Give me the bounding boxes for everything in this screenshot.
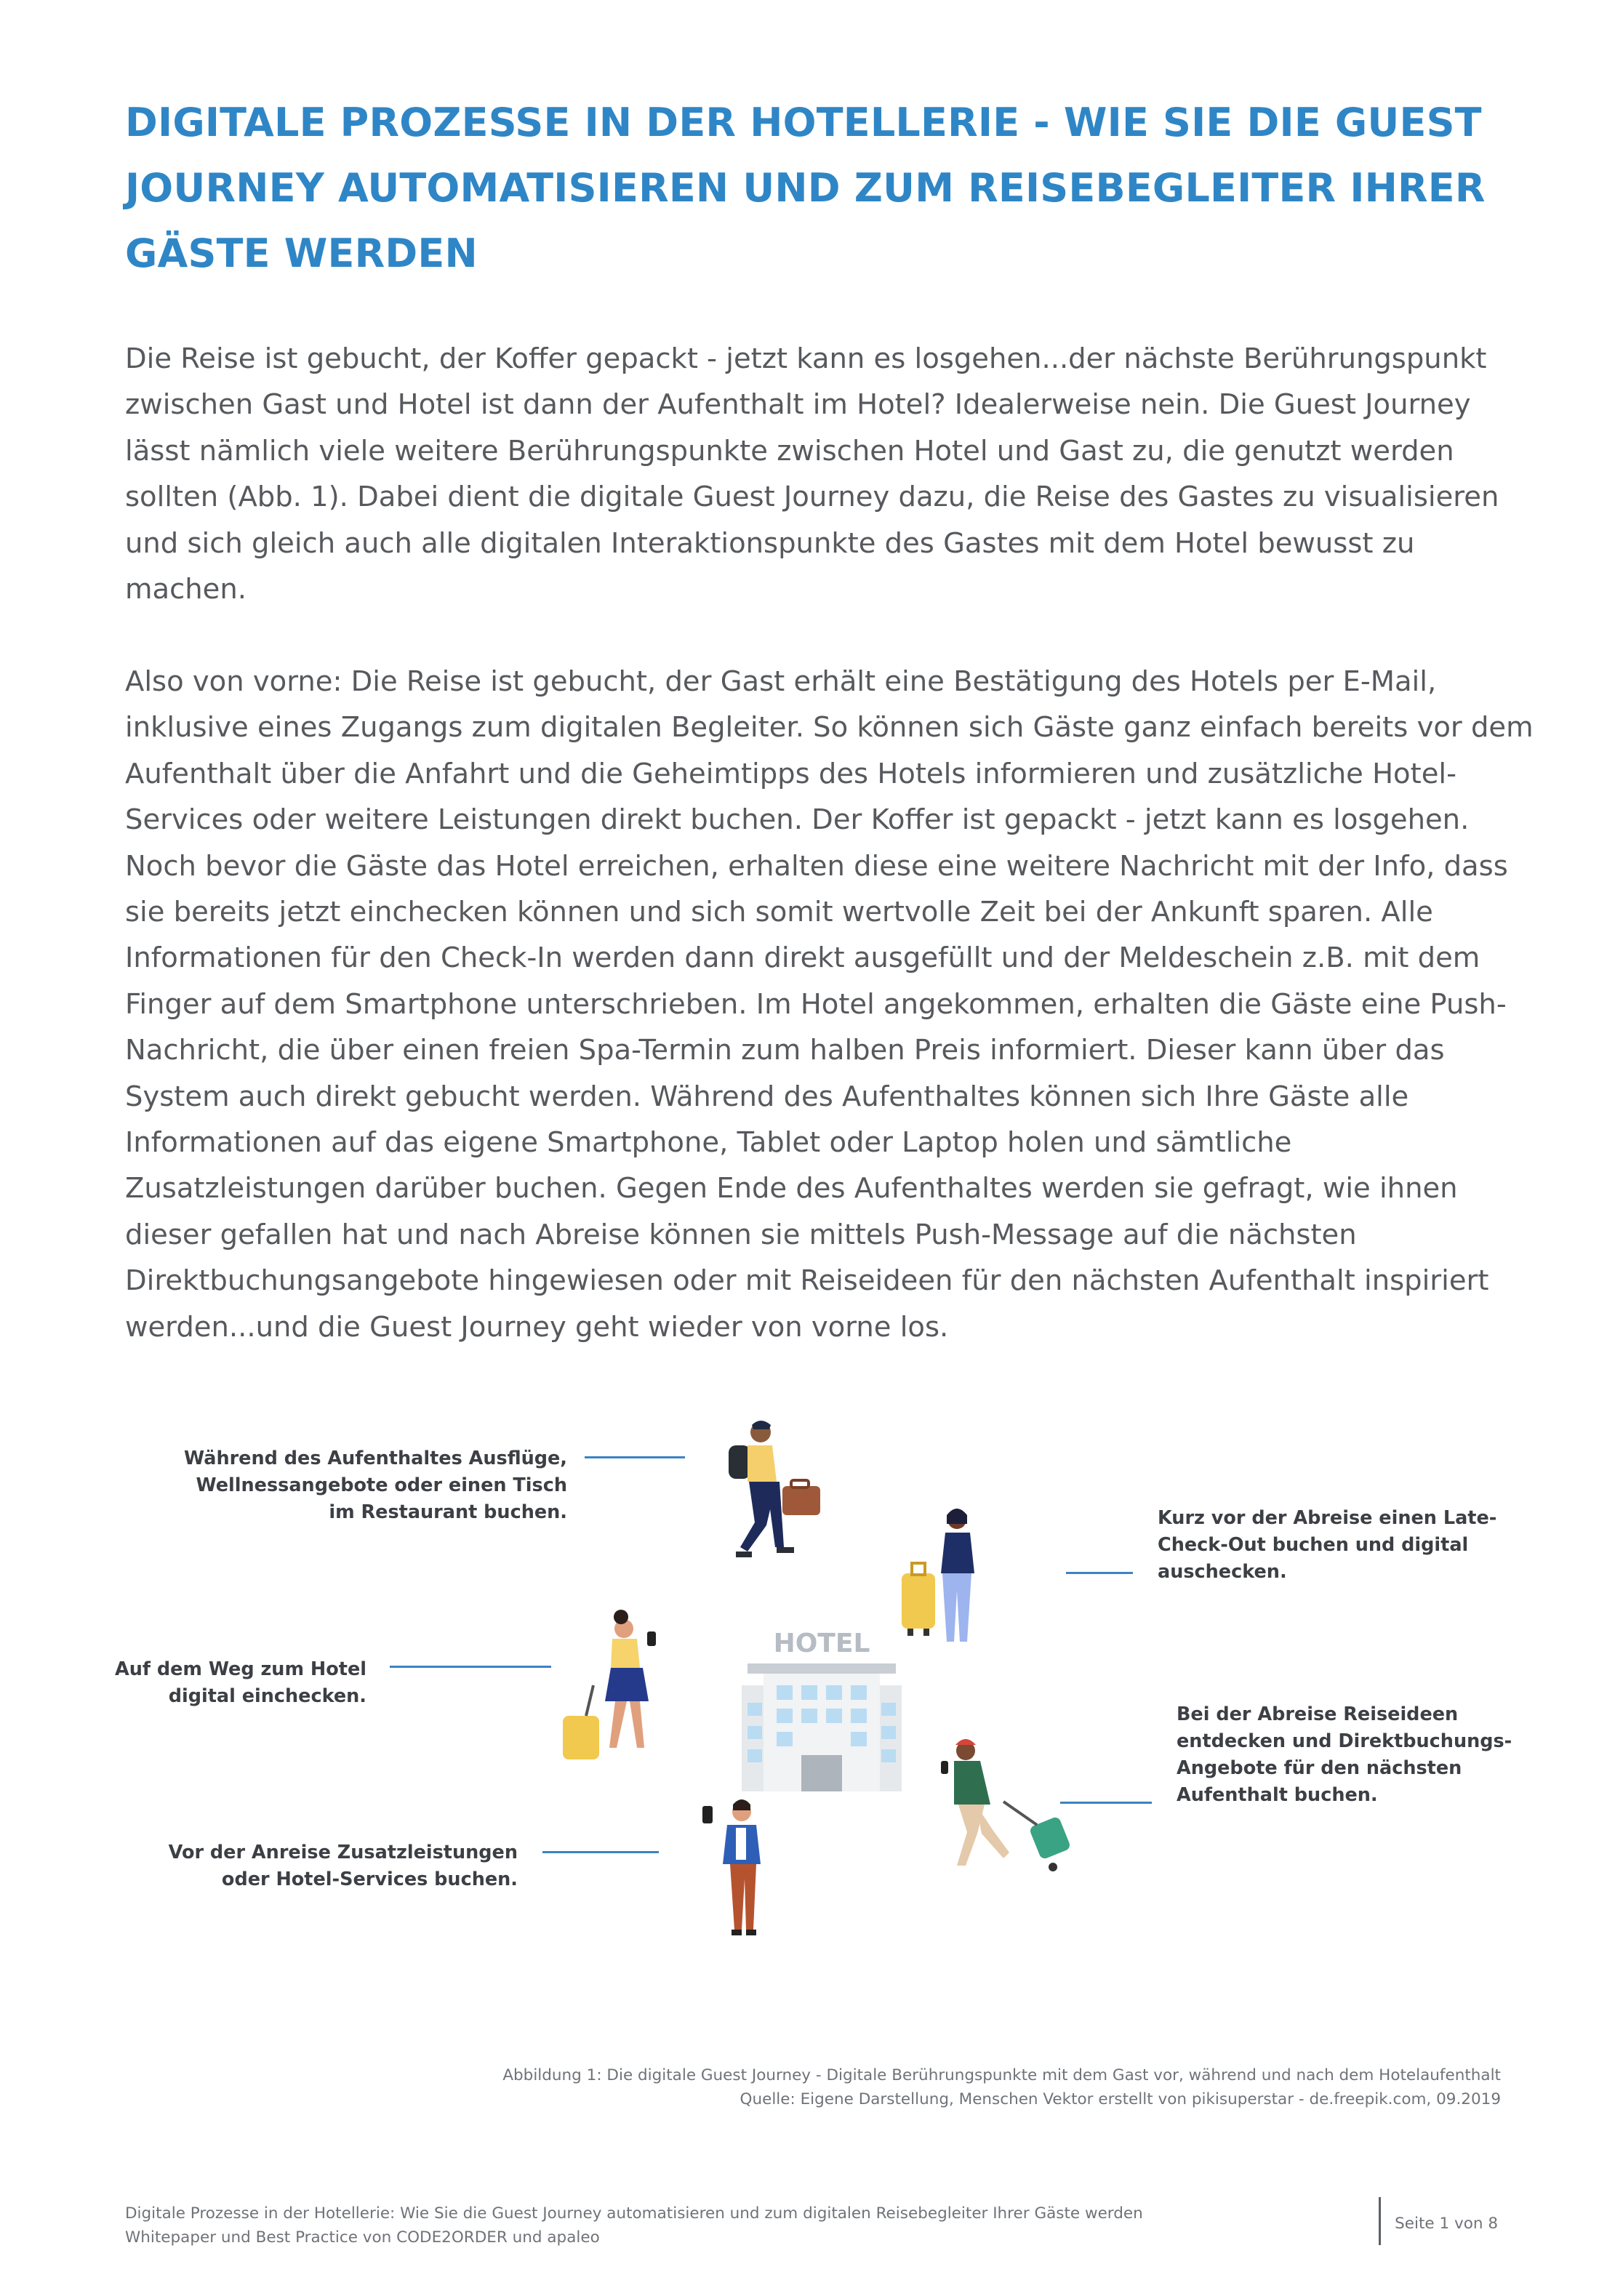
text-line: zwischen Gast und Hotel ist dann der Aufenthalt im Hotel? Idealerweise nein. Die Guest Journey <box>125 388 1471 422</box>
text-line: Aufenthalt über die Anfahrt und die Geheimtipps des Hotels informieren und zusätzliche Hotel- <box>125 757 1456 790</box>
text-line: Direktbuchungsangebote hingewiesen oder mit Reiseideen für den nächsten Aufenthalt inspiriert <box>125 1264 1489 1298</box>
callout-line: Bei der Abreise Reiseideen <box>1177 1703 1459 1725</box>
text-line: lässt nämlich viele weitere Berührungspunkte zwischen Hotel und Gast zu, die genutzt werden <box>125 434 1454 467</box>
text-line: inklusive eines Zugangs zum digitalen Begleiter. So können sich Gäste ganz einfach bereits vor dem <box>125 711 1534 744</box>
callout-line: auschecken. <box>1158 1561 1287 1583</box>
title-line: JOURNEY AUTOMATISIEREN UND ZUM REISEBEGLEITER IHRER <box>125 165 1486 211</box>
callout-line: oder Hotel-Services buchen. <box>221 1868 518 1890</box>
page-title <box>125 90 1507 286</box>
connector-line <box>542 1851 659 1853</box>
figure-caption <box>502 2063 1501 2111</box>
callout-line: digital einchecken. <box>168 1685 366 1707</box>
page-footer <box>125 2201 1143 2249</box>
text-line: Informationen für den Check-In werden dann direkt ausgefüllt und der Meldeschein z.B. mit dem <box>125 942 1480 975</box>
footer-divider <box>1379 2197 1381 2245</box>
text-line: sollten (Abb. 1). Dabei dient die digitale Guest Journey dazu, die Reise des Gastes zu visualisieren <box>125 481 1499 514</box>
traveler-checkin-icon <box>553 1610 669 1777</box>
intro-paragraph <box>125 336 1507 612</box>
text-line: dieser gefallen hat und nach Abreise können sie mittels Push-Message auf die nächsten <box>125 1218 1357 1251</box>
callout-line: Aufenthalt buchen. <box>1177 1784 1378 1806</box>
callout-line: Vor der Anreise Zusatzleistungen <box>168 1842 518 1863</box>
footer-line: Whitepaper und Best Practice von CODE2ORDER und apaleo <box>125 2228 600 2247</box>
callout-on-the-way <box>115 1656 366 1710</box>
text-line: machen. <box>125 573 247 606</box>
hotel-sign: HOTEL <box>773 1629 870 1658</box>
page-number: Seite 1 von 8 <box>1395 2215 1498 2233</box>
journey-paragraph <box>125 659 1534 1350</box>
text-line: Finger auf dem Smartphone unterschrieben. Im Hotel angekommen, erhalten die Gäste eine Push- <box>125 987 1507 1021</box>
callout-line: im Restaurant buchen. <box>329 1501 567 1523</box>
callout-during-stay <box>184 1445 567 1526</box>
hotel-building-icon <box>734 1621 909 1796</box>
callout-line: Auf dem Weg zum Hotel <box>114 1658 366 1680</box>
text-line: System auch direkt gebucht werden. Während des Aufenthaltes können sich Ihre Gäste alle <box>125 1080 1409 1113</box>
title-line: DIGITALE PROZESSE IN DER HOTELLERIE - WIE SIE DIE GUEST <box>125 100 1482 145</box>
connector-line <box>390 1666 551 1668</box>
callout-line: Wellnessangebote oder einen Tisch <box>196 1474 567 1496</box>
callout-line: Check-Out buchen und digital <box>1158 1534 1469 1556</box>
text-line: sie bereits jetzt einchecken können und sich somit wertvolle Zeit bei der Ankunft sparen. Alle <box>125 896 1433 929</box>
traveler-backpack-icon <box>716 1416 825 1583</box>
traveler-prearrival-icon <box>688 1794 782 1947</box>
text-line: Services oder weitere Leistungen direkt buchen. Der Koffer ist gepackt - jetzt kann es losgehen. <box>125 803 1470 837</box>
text-line: Informationen auf das eigene Smartphone, Tablet oder Laptop holen und sämtliche <box>125 1126 1292 1160</box>
callout-line: Während des Aufenthaltes Ausflüge, <box>184 1448 567 1469</box>
callout-line: Kurz vor der Abreise einen Late- <box>1158 1507 1497 1529</box>
footer-line: Digitale Prozesse in der Hotellerie: Wie Sie die Guest Journey automatisieren und zum digitalen Reisebegleiter Ihrer Gäste werden <box>125 2204 1143 2223</box>
traveler-checkout-icon <box>897 1505 992 1650</box>
text-line: werden...und die Guest Journey geht wieder von vorne los. <box>125 1310 949 1344</box>
text-line: Die Reise ist gebucht, der Koffer gepackt - jetzt kann es losgehen...der nächste Berührungspunkt <box>125 342 1487 375</box>
callout-line: Angebote für den nächsten <box>1177 1757 1462 1779</box>
text-line: und sich gleich auch alle digitalen Interaktionspunkte des Gastes mit dem Hotel bewusst zu <box>125 526 1415 560</box>
text-line: Also von vorne: Die Reise ist gebucht, der Gast erhält eine Bestätigung des Hotels per E-Mail, <box>125 665 1437 698</box>
callout-departure <box>1177 1701 1512 1809</box>
callout-before-arrival <box>169 1839 518 1893</box>
text-line: Zusatzleistungen darüber buchen. Gegen Ende des Aufenthaltes werden sie gefragt, wie ihnen <box>125 1172 1458 1205</box>
connector-line <box>1066 1572 1133 1574</box>
caption-line: Quelle: Eigene Darstellung, Menschen Vektor erstellt von pikisuperstar - de.freepik.com, 09.2019 <box>740 2090 1501 2108</box>
traveler-departure-icon <box>937 1732 1082 1877</box>
callout-late-checkout <box>1158 1505 1496 1586</box>
callout-line: entdecken und Direktbuchungs- <box>1177 1730 1512 1752</box>
text-line: Noch bevor die Gäste das Hotel erreichen, erhalten diese eine weitere Nachricht mit der Info, dass <box>125 849 1508 883</box>
text-line: Nachricht, die über einen freien Spa-Termin zum halben Preis informiert. Dieser kann über das <box>125 1034 1445 1067</box>
connector-line <box>585 1456 685 1458</box>
title-line: GÄSTE WERDEN <box>125 230 478 276</box>
caption-line: Abbildung 1: Die digitale Guest Journey - Digitale Berührungspunkte mit dem Gast vor, während und nach dem Hotelaufenthalt <box>502 2066 1501 2084</box>
